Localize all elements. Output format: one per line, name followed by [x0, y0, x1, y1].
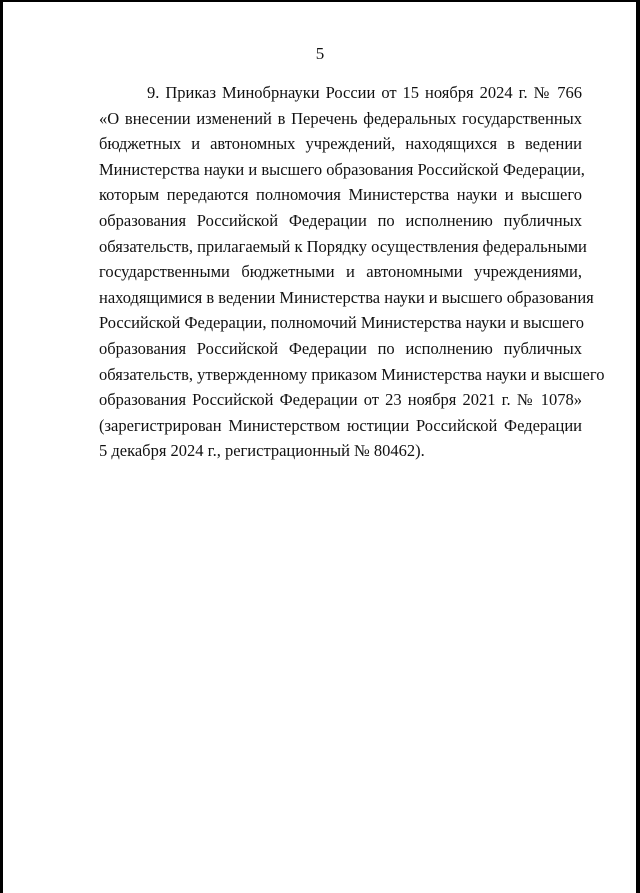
scan-edge-left	[0, 0, 3, 893]
paragraph-line: образования Российской Федерации по исполнению публичных	[99, 338, 582, 358]
paragraph-line: обязательств, прилагаемый к Порядку осуществления федеральными	[99, 236, 587, 256]
paragraph-line: Российской Федерации, полномочий Министерства науки и высшего	[99, 313, 584, 333]
paragraph-line: бюджетных и автономных учреждений, находящихся в ведении	[99, 134, 582, 154]
paragraph-line: образования Российской Федерации от 23 ноября 2021 г. № 1078»	[99, 390, 582, 410]
paragraph-line: Министерства науки и высшего образования Российской Федерации,	[99, 159, 585, 179]
page-number: 5	[315, 44, 325, 63]
paragraph-line: (зарегистрирован Министерством юстиции Российской Федерации	[99, 415, 582, 435]
paragraph-line: обязательств, утвержденному приказом Министерства науки и высшего	[99, 364, 605, 384]
paragraph-line: «О внесении изменений в Перечень федеральных государственных	[99, 108, 582, 128]
paragraph-line: которым передаются полномочия Министерства науки и высшего	[99, 185, 582, 205]
scan-edge-right	[636, 0, 640, 893]
order-paragraph	[99, 80, 605, 464]
paragraph-line: 9. Приказ Минобрнауки России от 15 ноября 2024 г. № 766	[147, 83, 582, 102]
paragraph-line: 5 декабря 2024 г., регистрационный № 80462).	[99, 441, 425, 461]
paragraph-line: находящимися в ведении Министерства науки и высшего образования	[99, 287, 594, 307]
paragraph-line: государственными бюджетными и автономными учреждениями,	[99, 262, 582, 282]
scan-edge-top	[0, 0, 640, 2]
paragraph-line: образования Российской Федерации по исполнению публичных	[99, 210, 582, 230]
